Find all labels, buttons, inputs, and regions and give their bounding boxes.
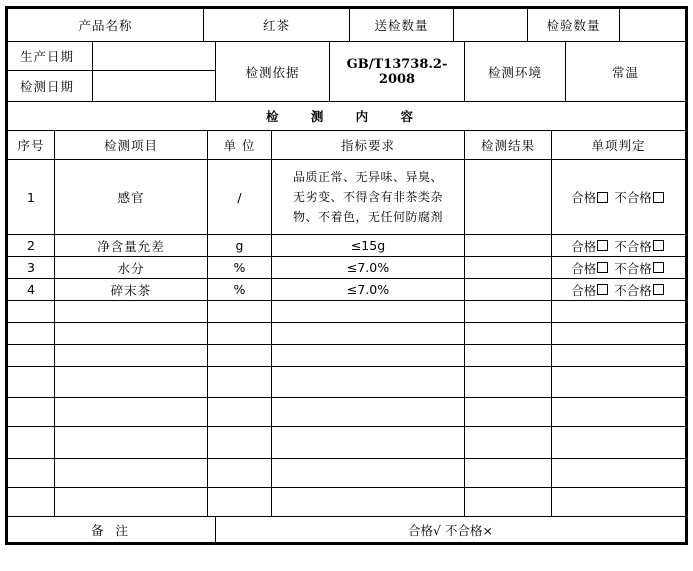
- sample-qty-label: 送检数量: [349, 8, 454, 42]
- product-name-label: 产品名称: [7, 8, 204, 42]
- row-3-no: 3: [7, 256, 55, 279]
- row-4-verdict[interactable]: [551, 278, 686, 301]
- fail-checkbox[interactable]: [653, 240, 664, 251]
- row-1-no: 1: [7, 159, 55, 235]
- row-1-item: 感官: [54, 159, 208, 235]
- row-3-verdict[interactable]: [551, 256, 686, 279]
- remarks-value: 合格√ 不合格×: [215, 516, 686, 543]
- empty-cell: [7, 344, 55, 367]
- pass-checkbox[interactable]: [597, 284, 608, 295]
- col-header-requirement: 指标要求: [271, 130, 465, 160]
- col-header-item: 检测项目: [54, 130, 208, 160]
- empty-cell: [271, 300, 465, 323]
- empty-cell: [7, 366, 55, 398]
- empty-cell: [207, 487, 272, 517]
- row-2-result[interactable]: [464, 234, 552, 257]
- empty-cell: [551, 366, 686, 398]
- empty-cell: [271, 397, 465, 427]
- basis-value: GB/T13738.2-2008: [329, 41, 465, 102]
- empty-cell: [207, 458, 272, 488]
- empty-cell: [207, 366, 272, 398]
- production-date-label: 生产日期: [7, 41, 93, 71]
- empty-cell: [54, 366, 208, 398]
- empty-cell: [551, 397, 686, 427]
- col-header-no: 序号: [7, 130, 55, 160]
- empty-cell: [207, 322, 272, 345]
- production-date-value[interactable]: [92, 41, 216, 71]
- empty-cell: [7, 300, 55, 323]
- empty-cell: [271, 366, 465, 398]
- row-1-requirement: 品质正常、无异味、异臭、 无劣变、不得含有非茶类杂 物、不着色，无任何防腐剂: [271, 159, 465, 235]
- empty-cell: [7, 322, 55, 345]
- product-name-value[interactable]: 红茶: [203, 8, 350, 42]
- empty-cell: [7, 426, 55, 459]
- pass-option: 合格: [571, 282, 597, 298]
- pass-option: 合格: [571, 238, 597, 254]
- empty-cell: [54, 344, 208, 367]
- col-header-result: 检测结果: [464, 130, 552, 160]
- fail-checkbox[interactable]: [653, 284, 664, 295]
- empty-cell: [7, 397, 55, 427]
- empty-cell: [551, 322, 686, 345]
- empty-cell: [551, 344, 686, 367]
- empty-cell[interactable]: [464, 322, 552, 345]
- empty-cell: [271, 426, 465, 459]
- col-header-verdict: 单项判定: [551, 130, 686, 160]
- empty-cell: [7, 487, 55, 517]
- pass-option: 合格: [571, 190, 597, 205]
- pass-checkbox[interactable]: [597, 192, 608, 203]
- environment-value: 常温: [565, 41, 686, 102]
- empty-cell: [207, 426, 272, 459]
- environment-label: 检测环境: [464, 41, 566, 102]
- fail-option: 不合格: [614, 190, 652, 205]
- empty-cell: [271, 322, 465, 345]
- empty-cell: [271, 487, 465, 517]
- pass-option: 合格: [571, 260, 597, 276]
- row-4-no: 4: [7, 278, 55, 301]
- remarks-label: 备 注: [7, 516, 216, 543]
- row-3-result[interactable]: [464, 256, 552, 279]
- empty-cell: [271, 458, 465, 488]
- inspection-form: [5, 6, 688, 545]
- fail-checkbox[interactable]: [653, 262, 664, 273]
- row-2-requirement: ≤15g: [271, 234, 465, 257]
- empty-cell: [54, 322, 208, 345]
- empty-cell: [551, 426, 686, 459]
- empty-cell: [54, 397, 208, 427]
- empty-cell[interactable]: [464, 487, 552, 517]
- inspection-date-value[interactable]: [92, 70, 216, 102]
- empty-cell[interactable]: [464, 426, 552, 459]
- row-2-unit: g: [207, 234, 272, 257]
- empty-cell[interactable]: [464, 458, 552, 488]
- row-2-item: 净含量允差: [54, 234, 208, 257]
- empty-cell: [7, 458, 55, 488]
- empty-cell: [54, 458, 208, 488]
- inspect-qty-value[interactable]: [619, 8, 686, 42]
- empty-cell[interactable]: [464, 366, 552, 398]
- empty-cell[interactable]: [464, 300, 552, 323]
- empty-cell: [207, 397, 272, 427]
- inspection-date-label: 检测日期: [7, 70, 93, 102]
- row-2-verdict[interactable]: [551, 234, 686, 257]
- fail-checkbox[interactable]: [653, 192, 664, 203]
- empty-cell: [54, 300, 208, 323]
- row-4-result[interactable]: [464, 278, 552, 301]
- section-title: 检 测 内 容: [7, 101, 686, 131]
- empty-cell: [54, 487, 208, 517]
- empty-cell: [551, 487, 686, 517]
- row-4-requirement: ≤7.0%: [271, 278, 465, 301]
- row-1-unit: /: [207, 159, 272, 235]
- pass-checkbox[interactable]: [597, 262, 608, 273]
- fail-option: 不合格: [614, 238, 652, 254]
- row-2-no: 2: [7, 234, 55, 257]
- col-header-unit: 单 位: [207, 130, 272, 160]
- empty-cell: [271, 344, 465, 367]
- empty-cell: [551, 300, 686, 323]
- empty-cell[interactable]: [464, 397, 552, 427]
- fail-option: 不合格: [614, 260, 652, 276]
- fail-option: 不合格: [614, 282, 652, 298]
- row-3-unit: %: [207, 256, 272, 279]
- empty-cell: [54, 426, 208, 459]
- row-4-unit: %: [207, 278, 272, 301]
- row-1-result[interactable]: [464, 159, 552, 235]
- sample-qty-value[interactable]: [453, 8, 528, 42]
- row-1-verdict[interactable]: [551, 159, 686, 235]
- pass-checkbox[interactable]: [597, 240, 608, 251]
- empty-cell: [207, 300, 272, 323]
- row-3-item: 水分: [54, 256, 208, 279]
- empty-cell: [207, 344, 272, 367]
- row-4-item: 碎末茶: [54, 278, 208, 301]
- empty-cell: [551, 458, 686, 488]
- basis-label: 检测依据: [215, 41, 330, 102]
- empty-cell[interactable]: [464, 344, 552, 367]
- inspect-qty-label: 检验数量: [527, 8, 620, 42]
- row-3-requirement: ≤7.0%: [271, 256, 465, 279]
